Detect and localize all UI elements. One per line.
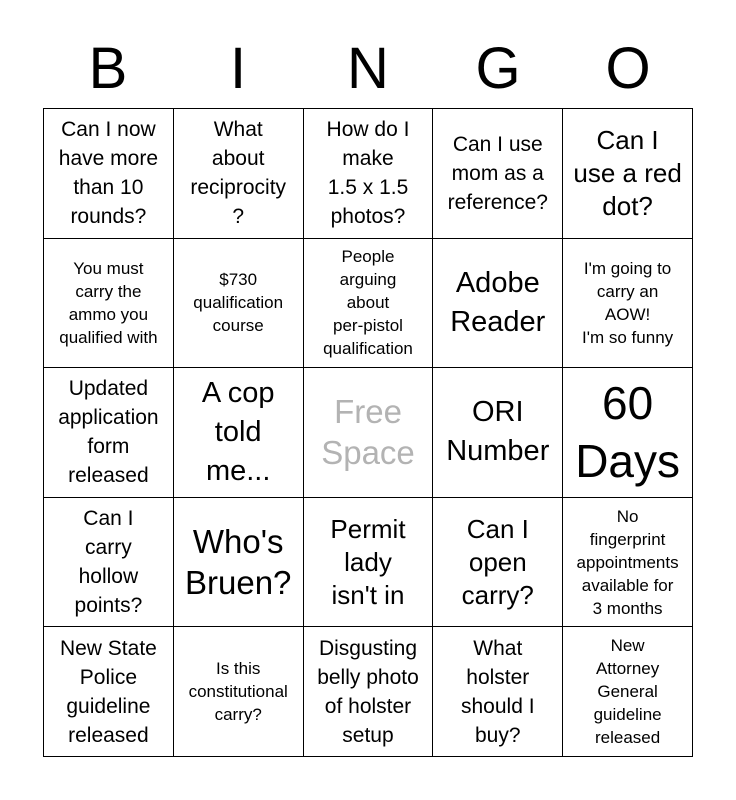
bingo-cell[interactable] [44, 498, 174, 628]
header-letter-g: G [475, 36, 521, 101]
bingo-cell[interactable] [563, 109, 693, 239]
bingo-cell[interactable] [44, 627, 174, 757]
cell-text: People arguing about per-pistol qualification [323, 247, 413, 359]
cell-text: You must carry the ammo you qualified with [59, 258, 158, 347]
bingo-cell[interactable] [433, 368, 563, 498]
cell-text: Permit lady isn't in [330, 513, 406, 610]
bingo-cell[interactable] [174, 239, 304, 369]
bingo-cell[interactable] [174, 498, 304, 628]
bingo-cell[interactable] [174, 368, 304, 498]
cell-text: I'm going to carry an AOW! I'm so funny [582, 258, 674, 347]
cell-text: What holster should I buy? [461, 636, 535, 747]
bingo-cell[interactable] [44, 109, 174, 239]
cell-text: What about reciprocity ? [190, 118, 287, 229]
cell-text: Can I use a red dot? [573, 124, 682, 221]
cell-text: Can I carry hollow points? [74, 507, 143, 618]
header-letter-o: O [605, 36, 651, 101]
bingo-cell[interactable] [44, 239, 174, 369]
cell-text: No fingerprint appointments available for 3 months [576, 506, 679, 618]
header-letter-n: N [347, 36, 389, 101]
bingo-cell[interactable] [563, 368, 693, 498]
cell-text: Can I use mom as a reference? [447, 132, 548, 214]
cell-text: Can I now have more than 10 rounds? [58, 118, 158, 229]
cell-text: Updated application form released [58, 377, 159, 488]
bingo-cell[interactable] [433, 627, 563, 757]
cell-text: A cop told me... [201, 376, 275, 487]
cell-text: Can I open carry? [461, 513, 534, 610]
bingo-cell[interactable] [433, 109, 563, 239]
cell-text: $730 qualification course [193, 270, 284, 336]
cell-text: Disgusting belly photo of holster setup [317, 636, 419, 747]
bingo-cell[interactable] [433, 239, 563, 369]
cell-text: Is this constitutional carry? [188, 659, 288, 725]
bingo-cell[interactable] [563, 239, 693, 369]
bingo-cell[interactable] [174, 627, 304, 757]
bingo-cell[interactable] [44, 368, 174, 498]
cell-text: Who's Bruen? [184, 523, 292, 602]
bingo-cell[interactable] [563, 498, 693, 628]
header-letter-b: B [88, 36, 128, 101]
free-space-text: Free Space [321, 393, 415, 472]
cell-text: 60 Days [575, 377, 680, 488]
cell-text: New Attorney General guideline released [593, 636, 662, 748]
bingo-header [43, 30, 693, 108]
bingo-board [43, 108, 693, 757]
cell-text: How do I make 1.5 x 1.5 photos? [326, 118, 410, 229]
bingo-cell[interactable] [304, 627, 434, 757]
bingo-cell[interactable] [433, 498, 563, 628]
bingo-cell[interactable] [563, 627, 693, 757]
cell-text: ORI Number [446, 396, 550, 468]
bingo-cell[interactable] [304, 109, 434, 239]
header-letter-i: I [229, 36, 247, 101]
cell-text: New State Police guideline released [59, 636, 157, 747]
free-space-cell[interactable] [304, 368, 434, 498]
bingo-cell[interactable] [174, 109, 304, 239]
cell-text: Adobe Reader [450, 266, 546, 338]
bingo-cell[interactable] [304, 239, 434, 369]
bingo-cell[interactable] [304, 498, 434, 628]
